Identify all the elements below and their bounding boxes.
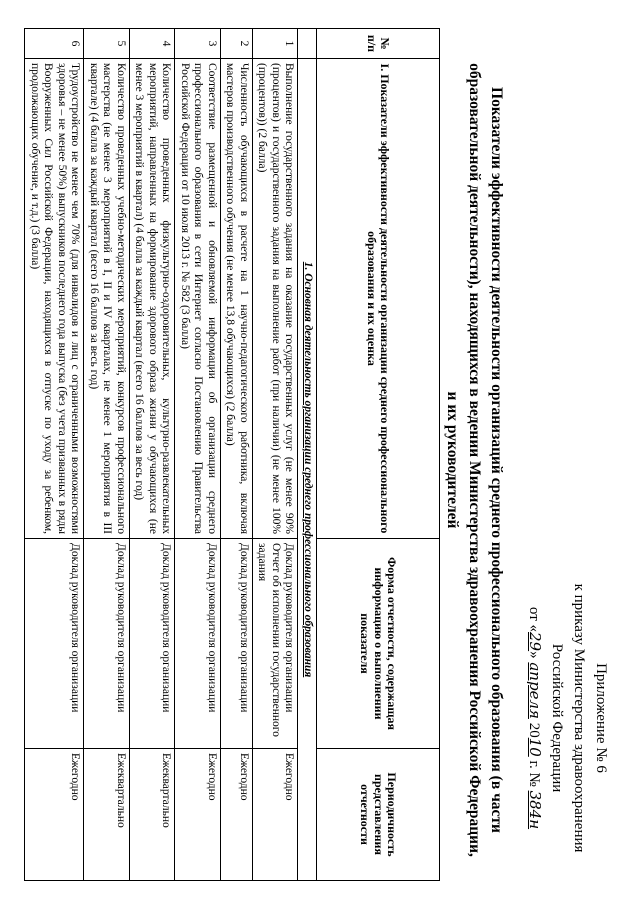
date-year-prefix: 20 (526, 718, 542, 738)
header-num: № п/п (317, 29, 440, 59)
row-num: 4 (130, 29, 176, 59)
row-periodicity: Ежеквартально (130, 749, 176, 881)
row-num: 6 (25, 29, 84, 59)
row-report-form: Доклад руководителя организации (221, 539, 253, 749)
row-periodicity: Ежегодно (175, 749, 221, 881)
order-number: 384н (526, 790, 544, 830)
title-line-2: образовательной деятельности), находящихся в ведении Министерства здравоохранения Российской Федерации, (466, 63, 483, 857)
header-indicator: I. Показатели эффективности деятельности организации среднего профессионального образования и их оценка (317, 59, 440, 539)
date-prefix: от « (526, 606, 542, 633)
row-report-form: Доклад руководителя организации (130, 539, 176, 749)
appendix-date-line (523, 553, 546, 883)
header-periodicity: Периодичность представления отчетности (317, 749, 440, 881)
row-num: 5 (84, 29, 130, 59)
date-month: апреля (526, 662, 544, 719)
document-title (441, 30, 507, 890)
table-header-row (317, 29, 440, 881)
table-row (25, 29, 84, 881)
table-row (175, 29, 221, 881)
row-report-form: Доклад руководителя организации (25, 539, 84, 749)
row-indicator: Соответствие размещенной и обновляемой информации об организации среднего профессионального образования в сети Интернет согласно Постановлению Правительства Российской Федерации от 10 июля 2013 г. № 582 (3 балла) (175, 59, 221, 539)
section-title: 1. Основная деятельность организации среднего профессионального образования (298, 59, 317, 881)
row-indicator: Выполнение государственного задания на оказание государственных услуг (не менее 90% (процентов) и государственного задания на выполнение работ (при наличии) (не менее 100% (процентов)) (2 балла) (253, 59, 299, 539)
title-line-1: Показатели эффективности деятельности организаций среднего профессионального образования (в части (488, 87, 505, 833)
table-row (221, 29, 253, 881)
row-report-form: Доклад руководителя организации (84, 539, 130, 749)
date-num-prefix: г. № (526, 756, 542, 791)
table-section-row (298, 29, 317, 881)
date-day: 29 (526, 632, 544, 652)
appendix-block (523, 553, 612, 883)
appendix-number: Приложение № 6 (593, 663, 609, 773)
row-periodicity: Ежеквартально (84, 749, 130, 881)
row-num: 3 (175, 29, 221, 59)
appendix-ministry-line: Российской Федерации (549, 643, 565, 793)
section-num-cell (298, 29, 317, 59)
date-year-suffix: 10 (526, 737, 544, 757)
table-row (253, 29, 299, 881)
row-periodicity: Ежегодно (221, 749, 253, 881)
row-indicator: Количество проведенных физкультурно-оздоровительных, культурно-развлекательных мероприятий, направленных на формирование здорового образа жизни у обучающихся (не менее 3 мероприятий в квартал) (4 балла за каждый квартал (всего 16 баллов за весь год) (130, 59, 176, 539)
row-periodicity: Ежегодно (25, 749, 84, 881)
title-line-3: и их руководителей (444, 391, 461, 529)
row-num: 2 (221, 29, 253, 59)
row-report-form: Доклад руководителя организации Отчет об исполнении государственного задания (253, 539, 299, 749)
appendix-order-line: к приказу Министерства здравоохранения (571, 583, 587, 853)
row-report-form: Доклад руководителя организации (175, 539, 221, 749)
header-report-form: Форма отчетности, содержащая информацию о выполнении показателя (317, 539, 440, 749)
date-mid: » (526, 651, 542, 663)
row-periodicity: Ежегодно (253, 749, 299, 881)
row-indicator: Трудоустройство не менее чем 70% (для инвалидов и лиц с ограниченными возможностями здоровья – не менее 50%) выпускников последнего года выпуска (без учета призванных в ряды Вооруженных Сил Российской Федерации, находящихся в отпуске по уходу за ребенком, продолжающих обучение, и т.д.) (3 балла) (25, 59, 84, 539)
table-row (130, 29, 176, 881)
row-indicator: Численность обучающихся в расчете на 1 научно-педагогического работника, включая мастеров производственного обучения (не менее 13,8 обучающихся) (2 балла) (221, 59, 253, 539)
indicators-table (25, 28, 441, 881)
row-num: 1 (253, 29, 299, 59)
table-row (84, 29, 130, 881)
row-indicator: Количество проведенных учебно-методических мероприятий, конкурсов профессионального мастерства (не менее 3 мероприятий в I, II и IV кварталах, не менее 1 мероприятия в III квартале) (4 балла за каждый квартал (всего 16 баллов за весь год) (84, 59, 130, 539)
